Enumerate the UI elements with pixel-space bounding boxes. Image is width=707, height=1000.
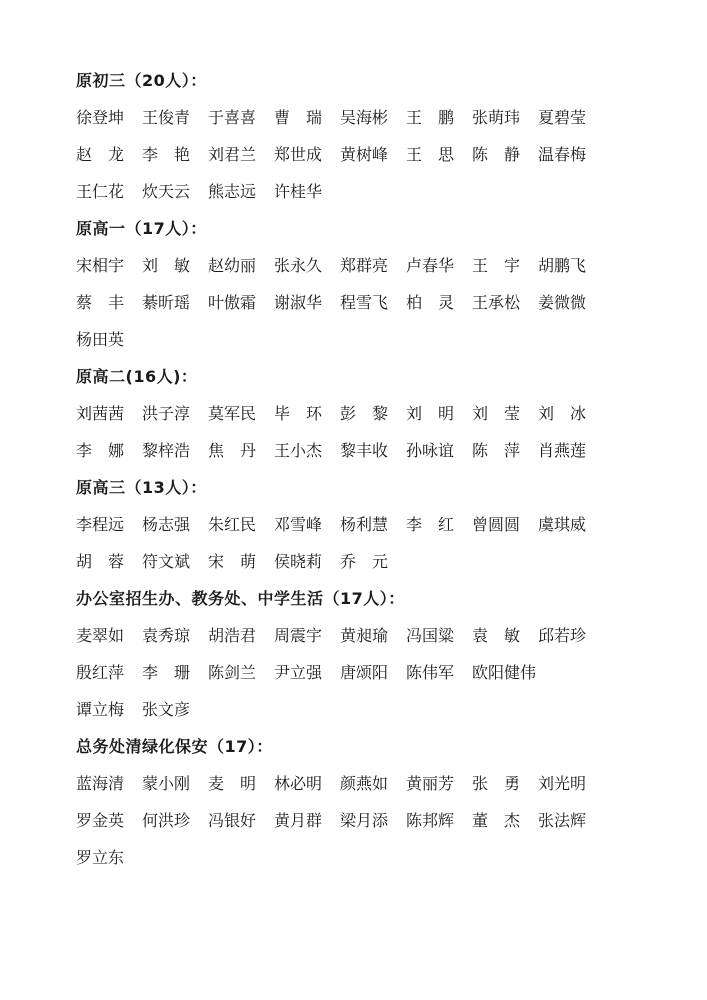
person-name: 黄昶瑜 xyxy=(340,626,389,645)
person-name: 张法辉 xyxy=(538,811,587,830)
person-name: 陈剑兰 xyxy=(208,663,257,682)
name-row xyxy=(76,247,656,284)
person-name: 冯银好 xyxy=(208,811,257,830)
section-heading: 总务处清绿化保安（17）： xyxy=(76,737,273,756)
person-name: 张文彦 xyxy=(142,700,191,719)
person-name: 刘茜茜 xyxy=(76,404,125,423)
person-name: 胡鹏飞 xyxy=(538,256,587,275)
person-name: 黄月群 xyxy=(274,811,323,830)
name-row xyxy=(76,802,656,839)
person-name: 焦 丹 xyxy=(208,441,257,460)
person-name: 柏 灵 xyxy=(406,293,455,312)
person-name: 彭 黎 xyxy=(340,404,389,423)
person-name: 赵幼丽 xyxy=(208,256,257,275)
person-name: 何洪珍 xyxy=(142,811,191,830)
person-name: 乔 元 xyxy=(340,552,389,571)
person-name: 王承松 xyxy=(472,293,521,312)
person-name: 宋 萌 xyxy=(208,552,257,571)
person-name: 王 鹏 xyxy=(406,108,455,127)
person-name: 黎梓浩 xyxy=(142,441,191,460)
person-name: 李程远 xyxy=(76,515,125,534)
person-name: 刘君兰 xyxy=(208,145,257,164)
person-name: 宋相宇 xyxy=(76,256,125,275)
person-name: 梁月添 xyxy=(340,811,389,830)
person-name: 王 宇 xyxy=(472,256,521,275)
person-name: 毕 环 xyxy=(274,404,323,423)
person-name: 陈伟军 xyxy=(406,663,455,682)
person-name: 黄丽芳 xyxy=(406,774,455,793)
person-name: 邓雪峰 xyxy=(274,515,323,534)
person-name: 殷红萍 xyxy=(76,663,125,682)
person-name: 熊志远 xyxy=(208,182,257,201)
name-row xyxy=(76,839,656,876)
person-name: 谢淑华 xyxy=(274,293,323,312)
name-row xyxy=(76,284,656,321)
person-name: 胡浩君 xyxy=(208,626,257,645)
person-name: 李 娜 xyxy=(76,441,125,460)
person-name: 刘 冰 xyxy=(538,404,587,423)
person-name: 郑世成 xyxy=(274,145,323,164)
person-name: 刘 明 xyxy=(406,404,455,423)
name-row xyxy=(76,617,656,654)
person-name: 刘 敏 xyxy=(142,256,191,275)
person-name: 温春梅 xyxy=(538,145,587,164)
name-row xyxy=(76,395,656,432)
name-row xyxy=(76,691,656,728)
person-name: 尹立强 xyxy=(274,663,323,682)
person-name: 曹 瑞 xyxy=(274,108,323,127)
person-name: 罗立东 xyxy=(76,848,125,867)
person-name: 张 勇 xyxy=(472,774,521,793)
person-name: 王仁花 xyxy=(76,182,125,201)
person-name: 董 杰 xyxy=(472,811,521,830)
name-row xyxy=(76,99,656,136)
person-name: 许桂华 xyxy=(274,182,323,201)
person-name: 蒙小刚 xyxy=(142,774,191,793)
person-name: 谭立梅 xyxy=(76,700,125,719)
person-name: 郑群亮 xyxy=(340,256,389,275)
person-name: 李 珊 xyxy=(142,663,191,682)
person-name: 王俊青 xyxy=(142,108,191,127)
person-name: 杨田英 xyxy=(76,330,125,349)
section-heading: 原初三（20人）： xyxy=(76,71,207,90)
name-row xyxy=(76,173,656,210)
person-name: 罗金英 xyxy=(76,811,125,830)
person-name: 王 思 xyxy=(406,145,455,164)
person-name: 赵 龙 xyxy=(76,145,125,164)
person-name: 徐登坤 xyxy=(76,108,125,127)
person-name: 姜微微 xyxy=(538,293,587,312)
name-row xyxy=(76,136,656,173)
person-name: 炊天云 xyxy=(142,182,191,201)
section-heading: 原高二(16人)： xyxy=(76,367,198,386)
person-name: 卢春华 xyxy=(406,256,455,275)
person-name: 陈邦辉 xyxy=(406,811,455,830)
name-list-document xyxy=(76,62,656,876)
section-heading: 原高三（13人）： xyxy=(76,478,207,497)
section-heading: 办公室招生办、教务处、中学生活（17人）： xyxy=(76,589,405,608)
person-name: 麦 明 xyxy=(208,774,257,793)
person-name: 蓝海清 xyxy=(76,774,125,793)
person-name: 袁 敏 xyxy=(472,626,521,645)
person-name: 吴海彬 xyxy=(340,108,389,127)
person-name: 蔡 丰 xyxy=(76,293,125,312)
person-name: 莫军民 xyxy=(208,404,257,423)
person-name: 侯晓莉 xyxy=(274,552,323,571)
person-name: 王小杰 xyxy=(274,441,323,460)
person-name: 黄树峰 xyxy=(340,145,389,164)
name-row xyxy=(76,765,656,802)
name-row xyxy=(76,543,656,580)
person-name: 孙咏谊 xyxy=(406,441,455,460)
person-name: 黎丰收 xyxy=(340,441,389,460)
section-heading: 原高一（17人）： xyxy=(76,219,207,238)
person-name: 周震宇 xyxy=(274,626,323,645)
person-name: 陈 静 xyxy=(472,145,521,164)
person-name: 邱若珍 xyxy=(538,626,587,645)
person-name: 肖燕莲 xyxy=(538,441,587,460)
person-name: 曾圆圆 xyxy=(472,515,521,534)
person-name: 冯国粱 xyxy=(406,626,455,645)
person-name: 杨利慧 xyxy=(340,515,389,534)
person-name: 朱红民 xyxy=(208,515,257,534)
person-name: 张永久 xyxy=(274,256,323,275)
person-name: 张萌玮 xyxy=(472,108,521,127)
person-name: 唐颂阳 xyxy=(340,663,389,682)
person-name: 綦昕瑶 xyxy=(142,293,191,312)
person-name: 麦翠如 xyxy=(76,626,125,645)
person-name: 林必明 xyxy=(274,774,323,793)
person-name: 刘光明 xyxy=(538,774,587,793)
person-name: 叶傲霜 xyxy=(208,293,257,312)
person-name: 程雪飞 xyxy=(340,293,389,312)
person-name: 袁秀琼 xyxy=(142,626,191,645)
person-name: 夏碧莹 xyxy=(538,108,587,127)
person-name: 洪子淳 xyxy=(142,404,191,423)
person-name: 颜燕如 xyxy=(340,774,389,793)
person-name: 于喜喜 xyxy=(208,108,257,127)
name-row xyxy=(76,654,656,691)
person-name: 胡 蓉 xyxy=(76,552,125,571)
person-name: 李 红 xyxy=(406,515,455,534)
name-row xyxy=(76,506,656,543)
person-name: 李 艳 xyxy=(142,145,191,164)
name-row xyxy=(76,321,656,358)
person-name: 虞琪威 xyxy=(538,515,587,534)
person-name: 欧阳健伟 xyxy=(472,663,537,682)
person-name: 符文斌 xyxy=(142,552,191,571)
name-row xyxy=(76,432,656,469)
person-name: 陈 萍 xyxy=(472,441,521,460)
person-name: 刘 莹 xyxy=(472,404,521,423)
person-name: 杨志强 xyxy=(142,515,191,534)
